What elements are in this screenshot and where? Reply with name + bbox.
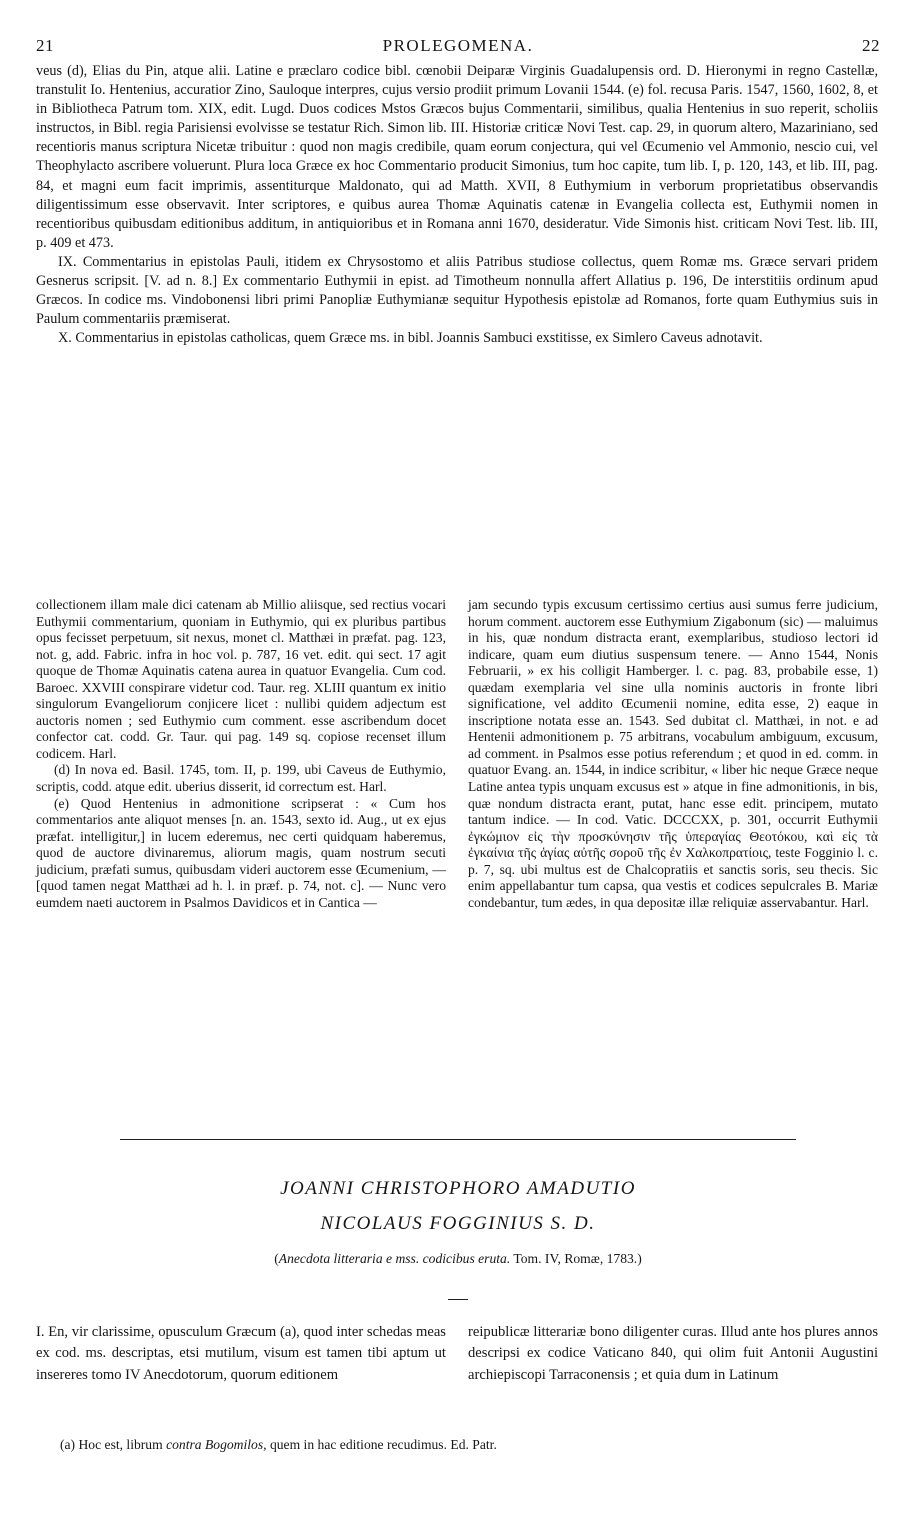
footnote-pre: (a) Hoc est, librum bbox=[60, 1437, 163, 1452]
letter-paragraph-right: reipublicæ litterariæ bono diligenter curas. Illud ante hos plures annos descripsi ex codice Vaticano 840, qui olim fuit Antonii Augustini archiepiscopi Tarraconensis ; et quia dum in Latinum bbox=[468, 1324, 878, 1383]
note-continuation: jam secundo typis excusum certissimo certius ausi sumus ferre judicium, horum comment. auctorem esse Euthymium Zigabonum (sic) — maluimus in his, quæ nondum distracta erant, exemplaribus, studioso lectori id indicare, quam eum diutius suspensum tenere. — Anno 1544, Nonis Februarii, » ex his colligit Hamberger. l. c. pag. 83, probabile esse, 1) quædam exemplaria vel sine ulla nominis auctoris in fronte libri significatione, vel addito Œcumenii nomine, edita esse, 2) eaque in inscriptione notata esse an. 1543. Sed dubitat cl. Matthæi, in not. e ad Hentenii admonitionem p. 75 arbitrans, vocabulum ambiguum, excusum, ad comment. in Psalmos esse potius referendum ; et quod in ed. comm. in quatuor Evang. an. 1544, in indice scribitur, « liber hic neque Græce neque Latine antea typis unquam excusus est » atque in fine admonitionis, in bis, quæ nondum distracta erant, putat, hanc esse edit. principem, mutato tantum indice. — In cod. Vatic. DCCCXX, p. 301, occurrit Euthymii ἐγκώμιον εἰς τὴν προσκύνησιν τῆς ὑπεραγίας Θεοτόκου, καὶ εἰς τὰ ἐγκαίνια τῆς ἁγίας αὐτῆς σοροῦ τῆς ἐν Χαλκοπρατίοις, teste Fogginio l. c. p. 7, sq. ubi multus est de Chalcopratiis et sanctis soris, seu thecis. Sic enim appellabantur tum capsa, qua vestis et codices sepulcrales B. Mariæ condebantur, tum ædes, in qua depositæ illæ reliquiæ asservabantur. Harl. bbox=[468, 597, 878, 910]
footnote-post: quem in hac editione recudimus. Ed. Patr. bbox=[269, 1437, 497, 1452]
letter-source: (Anecdota litteraria e mss. codicibus eruta. Tom. IV, Romæ, 1783.) bbox=[274, 1251, 642, 1266]
main-paragraph-1: veus (d), Elias du Pin, atque alii. Latine e præclaro codice bibl. cœnobii Deiparæ Virginis Guadalupensis ord. D. Hieronymi in regno Castellæ, transtulit Io. Hentenius, accuratior Zino, Sauloque interpres, cujus versio prodiit primum Lovanii 1544. (e) fol. recusa Paris. 1547, 1560, 1602, 8, et in Bibliotheca Patrum tom. XIX, edit. Lugd. Duos codices Mstos Græcos bujus Commentarii, similibus, qualia Hentenius in suo reperit, scholiis instructos, in Bibl. regia Parisiensi evolvisse se testatur Rich. Simon lib. III. Historiæ criticæ Novi Test. cap. 29, in quorum altero, Mazariniano, sed recentioris manus scriptura Nicetæ tribuitur : quod non magis credibile, quam eorum conjectura, qui vel Œcumenio vel Ammonio, nescio cui, vel Theophylacto ascribere voluerunt. Plura loca Græce ex hoc Commentario producit Simonius, tum hoc capite, tum lib. I, p. 120, 143, et lib. III, pag. 84, et magni eum facit imprimis, assentiturque Maldonato, qui ad Matth. XVII, 8 Euthymium in verborum proprietatibus observandis diligentissimum esse observavit. Inter scriptores, e quibus aurea Thomæ Aquinatis catenæ in Evangelia collecta est, Euthymii nomen in recentioribus quibusdam editionibus additum, in antiquioribus et in Romana anni 1670, desideratur. Vide Simonis hist. criticam Novi Test. lib. III, p. 409 et 473. bbox=[36, 63, 878, 251]
main-paragraph-3: X. Commentarius in epistolas catholicas, quem Græce ms. in bibl. Joannis Sambuci exstitisse, ex Simlero Caveus adnotavit. bbox=[58, 330, 763, 347]
note-paragraph: collectionem illam male dici catenam ab Millio aliisque, sed rectius vocari Euthymii commentarium, quoniam in Euthymio, qui ex pluribus partibus opus fecisset perpetuum, sit nexus, monet cl. Matthæi in præfat. pag. 123, not. g, add. Fabric. infra in hoc vol. p. 787, 16 vet. edit. qui sect. 17 agit quoque de Thomæ Aquinatis catena aurea in quatuor Evangelia. Cum cod. Baroec. XXVIII conspirare videtur cod. Taur. reg. XLIII quantum ex initio singulorum Evangeliorum conjicere licet : nullibi quidem adjectum est auctoris nomen ; sed Euthymio cum comment. esse ascribendum docet confector cat. codd. Gr. Taur. qui pag. 149 sq. copiose recenset illum codicem. Harl. bbox=[36, 597, 446, 761]
source-title: Anecdota litteraria e mss. codicibus eruta. bbox=[278, 1251, 511, 1266]
running-header bbox=[36, 36, 880, 58]
notes-right-column bbox=[468, 597, 878, 911]
footnote-italic: contra Bogomilos, bbox=[166, 1437, 267, 1452]
notes-left-column bbox=[36, 597, 446, 911]
letter-addressee: JOANNI CHRISTOPHORO AMADUTIO bbox=[280, 1178, 636, 1199]
running-title: PROLEGOMENA. bbox=[382, 36, 534, 55]
short-divider bbox=[448, 1299, 468, 1300]
footnote bbox=[60, 1437, 878, 1453]
page-number-right: 22 bbox=[862, 36, 880, 55]
letter-left-column bbox=[36, 1322, 446, 1386]
page-number-left: 21 bbox=[36, 36, 54, 55]
section-divider bbox=[120, 1139, 796, 1140]
main-text bbox=[36, 62, 878, 348]
note-d: (d) In nova ed. Basil. 1745, tom. II, p. 199, ubi Caveus de Euthymio, scriptis, codd. atque edit. uberius disserit, id correctum est. Harl. bbox=[36, 762, 446, 795]
note-e: (e) Quod Hentenius in admonitione scripserat : « Cum hos commentarios ante aliquot menses [n. an. 1543, sexto id. Aug., ut ex ejus præfat. intelligitur,] in lucem ederemus, nec certi quidquam haberemus, quod de auctore divinaremus, aliorum magis, quam nostrum secuti judicium, præfati sumus, quibusdam videri auctorem esse Œcumenium, — [quod tamen negat Matthæi ad h. l. in præf. p. 74, not. c]. — Nunc vero eumdem naeti auctorem in Psalmos Davidicos et in Cantica — bbox=[36, 795, 446, 910]
source-details: Tom. IV, Romæ, 1783. bbox=[513, 1251, 638, 1266]
letter-right-column bbox=[468, 1322, 878, 1386]
main-paragraph-2: IX. Commentarius in epistolas Pauli, itidem ex Chrysostomo et aliis Patribus studiose collectus, quem Romæ ms. Græce servari pridem Gesnerus scripsit. [V. ad n. 8.] Ex commentario Euthymii in epist. ad Timotheum nonnulla affert Allatius p. 196, De interstitiis ordinum apud Græcos. In codice ms. Vindobonensi libri primi Panopliæ Euthymianæ sequitur Hypothesis epistolæ ad Romanos, forte quam Euthymius suis in Paulum commentariis præmiserat. bbox=[36, 253, 878, 328]
letter-sender: NICOLAUS FOGGINIUS S. D. bbox=[320, 1213, 596, 1234]
letter-paragraph-left: I. En, vir clarissime, opusculum Græcum (a), quod inter schedas meas ex cod. ms. descriptas, etsi mutilum, visum est tamen tibi aptum ut insereres tomo IV Anecdotorum, quorum editionem bbox=[36, 1324, 446, 1383]
